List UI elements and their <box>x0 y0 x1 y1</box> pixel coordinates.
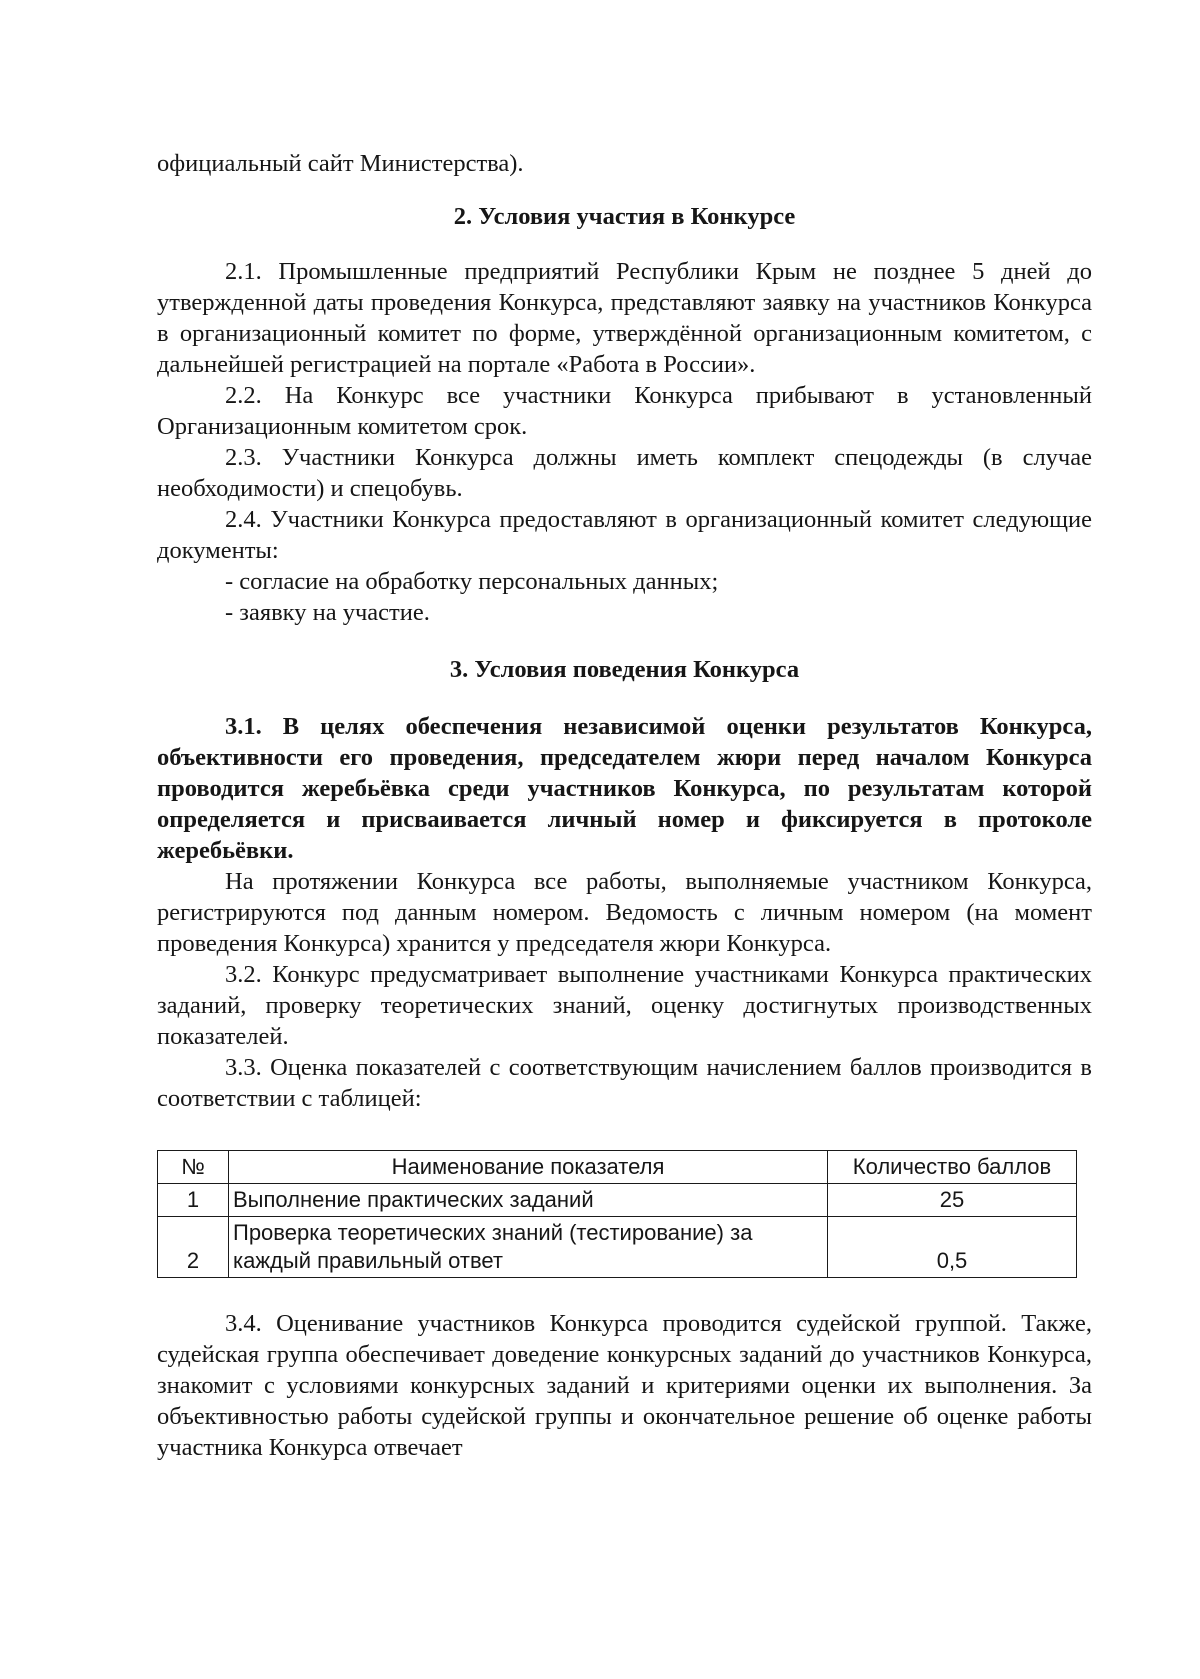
paragraph-2-4: 2.4. Участники Конкурса предоставляют в организационный комитет следующие документы: <box>157 506 1092 564</box>
paragraph-2-2: 2.2. На Конкурс все участники Конкурса прибывают в установленный Организационным комитетом срок. <box>157 382 1092 440</box>
header-number: № <box>158 1151 229 1184</box>
scores-table <box>157 1150 1077 1278</box>
paragraph-3-1-continued: На протяжении Конкурса все работы, выполняемые участником Конкурса, регистрируются под данным номером. Ведомость с личным номером (на момент проведения Конкурса) хранится у председателя жюри Конкурса. <box>157 868 1092 957</box>
table-row <box>158 1184 1077 1217</box>
paragraph-3-3: 3.3. Оценка показателей с соответствующим начислением баллов производится в соответствии с таблицей: <box>157 1054 1092 1112</box>
row-number: 2 <box>158 1217 229 1278</box>
paragraph-2-3: 2.3. Участники Конкурса должны иметь комплект спецодежды (в случае необходимости) и спецобувь. <box>157 444 1092 502</box>
section-2-title: 2. Условия участия в Конкурсе <box>453 203 796 230</box>
list-item: - заявку на участие. <box>225 599 430 626</box>
header-indicator-name: Наименование показателя <box>229 1151 828 1184</box>
table-row <box>158 1217 1077 1278</box>
paragraph-2-1: 2.1. Промышленные предприятий Республики Крым не позднее 5 дней до утвержденной даты проведения Конкурса, представляют заявку на участников Конкурса в организационный комитет по форме, утверждённой организационным комитетом, с дальнейшей регистрацией на портале «Работа в России». <box>157 258 1092 378</box>
header-points: Количество баллов <box>828 1151 1077 1184</box>
paragraph-3-4: 3.4. Оценивание участников Конкурса проводится судейской группой. Также, судейская группа обеспечивает доведение конкурсных заданий до участников Конкурса, знакомит с условиями конкурсных заданий и критериями оценки их выполнения. За объективностью работы судейской группы и окончательное решение об оценке работы участника Конкурса отвечает <box>157 1310 1092 1461</box>
row-points: 25 <box>828 1184 1077 1217</box>
section-3-title: 3. Условия поведения Конкурса <box>449 656 800 683</box>
list-item: - согласие на обработку персональных данных; <box>225 568 719 595</box>
row-points: 0,5 <box>828 1217 1077 1278</box>
paragraph-3-2: 3.2. Конкурс предусматривает выполнение участниками Конкурса практических заданий, проверку теоретических знаний, оценку достигнутых производственных показателей. <box>157 961 1092 1050</box>
row-number: 1 <box>158 1184 229 1217</box>
paragraph-3-1: 3.1. В целях обеспечения независимой оценки результатов Конкурса, объективности его проведения, председателем жюри перед началом Конкурса проводится жеребьёвка среди участников Конкурса, по результатам которой определяется и присваивается личный номер и фиксируется в протоколе жеребьёвки. <box>157 713 1092 864</box>
row-indicator-name: Проверка теоретических знаний (тестирование) за каждый правильный ответ <box>229 1217 828 1278</box>
row-indicator-name: Выполнение практических заданий <box>229 1184 828 1217</box>
intro-line: официальный сайт Министерства). <box>157 150 524 177</box>
table-header-row <box>158 1151 1077 1184</box>
